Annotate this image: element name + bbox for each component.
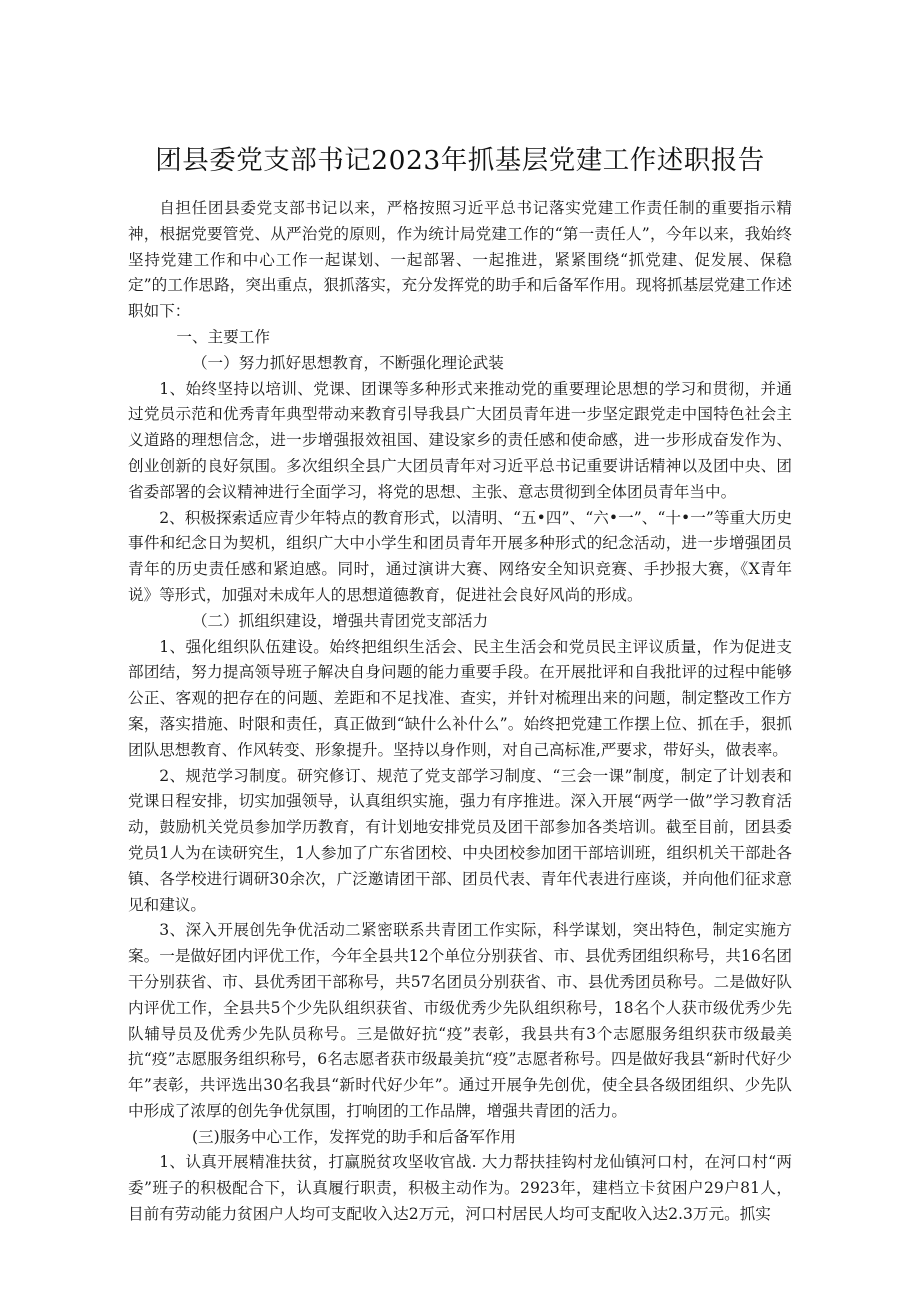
document-title: 团县委党支部书记2023年抓基层党建工作述职报告 [155, 145, 765, 176]
body-paragraph: 1、强化组织队伍建设。始终把组织生活会、民主生活会和党员民主评议质量，作为促进支部团结，努力提高领导班子解决自身问题的能力重要手段。在开展批评和自我批评的过程中能够公正、客观的把存在的问题、差距和不足找准、查实，并针对梳理出来的问题，制定整改工作方案，落实措施、时限和责任，真正做到“缺什么补什么”。始终把党建工作摆上位、抓在手，狠抓团队思想教育、作风转变、形象提升。坚持以身作则，对自己高标准,严要求，带好头，做表率。 [128, 637, 792, 759]
body-paragraph: 2、规范学习制度。研究修订、规范了党支部学习制度、“三会一课”制度，制定了计划表和党课日程安排，切实加强领导，认真组织实施，强力有序推进。深入开展“两学一做”学习教育活动，鼓励机关党员参加学历教育，有计划地安排党员及团干部参加各类培训。截至目前，团县委党员1人为在读研究生，1人参加了广东省团校、中央团校参加团干部培训班，组织机关干部赴各镇、各学校进行调研30余次，广泛邀请团干部、团员代表、青年代表进行座谈，并向他们征求意见和建议。 [128, 766, 792, 914]
body-paragraph: 1、认真开展精准扶贫，打赢脱贫攻坚收官战. 大力帮扶挂钩村龙仙镇河口村，在河口村“两委”班子的积极配合下，认真履行职责，积极主动作为。2923年，建档立卡贫困户29户81人，目前有劳动能力贫困户人均可支配收入达2万元，河口村居民人均可支配收入达2.3万元。抓实 [128, 1153, 792, 1224]
subsection-heading: （二）抓组织建设，增强共青团党支部活力 [191, 611, 489, 630]
document-page [128, 140, 792, 1228]
subsection-heading: （一）努力抓好思想教育，不断强化理论武装 [191, 353, 504, 372]
body-paragraph: 3、深入开展创先争优活动二紧密联系共青团工作实际，科学谋划，突出特色，制定实施方案。一是做好团内评优工作，今年全县共12个单位分别获省、市、县优秀团组织称号，共16名团干分别获省、市、县优秀团干部称号，共57名团员分别获省、市、县优秀团员称号。二是做好队内评优工作，全县共5个少先队组织获省、市级优秀少先队组织称号，18名个人获市级优秀少先队辅导员及优秀少先队员称号。三是做好抗“疫”表彰，我县共有3个志愿服务组织获市级最美抗“疫”志愿服务组织称号，6名志愿者获市级最美抗“疫”志愿者称号。四是做好我县“新时代好少年”表彰，共评选出30名我县“新时代好少年”。通过开展争先创优，使全县各级团组织、少先队中形成了浓厚的创先争优氛围，打响团的工作品牌，增强共青团的活力。 [128, 921, 792, 1120]
body-paragraph: 自担任团县委党支部书记以来，严格按照习近平总书记落实党建工作责任制的重要指示精神，根据党要管党、从严治党的原则，作为统计局党建工作的“第一责任人”，今年以来，我始终坚持党建工作和中心工作一起谋划、一起部署、一起推进，紧紧围绕“抓党建、促发展、保稳定”的工作思路，突出重点，狠抓落实，充分发挥党的助手和后备军作用。现将抓基层党建工作述职如下： [128, 199, 792, 321]
subsection-heading: (三)服务中心工作，发挥党的助手和后备军作用 [191, 1127, 516, 1146]
section-heading: 一、主要工作 [176, 327, 270, 346]
body-paragraph: 1、始终坚持以培训、党课、团课等多种形式来推动党的重要理论思想的学习和贯彻，并通过党员示范和优秀青年典型带动来教育引导我县广大团员青年进一步坚定跟党走中国特色社会主义道路的理想信念，进一步增强报效祖国、建设家乡的责任感和使命感，进一步形成奋发作为、创业创新的良好氛围。多次组织全县广大团员青年对习近平总书记重要讲话精神以及团中央、团省委部署的会议精神进行全面学习，将党的思想、主张、意志贯彻到全体团员青年当中。 [128, 379, 792, 501]
document-body [128, 196, 792, 1228]
body-paragraph: 2、积极探索适应青少年特点的教育形式，以清明、“五•四”、“六•一”、“十•一”等重大历史事件和纪念日为契机，组织广大中小学生和团员青年开展多种形式的纪念活动，进一步增强团员青年的历史责任感和紧迫感。同时，通过演讲大赛、网络安全知识竞赛、手抄报大赛，《X青年说》等形式，加强对未成年人的思想道德教育，促进社会良好风尚的形成。 [128, 508, 792, 604]
